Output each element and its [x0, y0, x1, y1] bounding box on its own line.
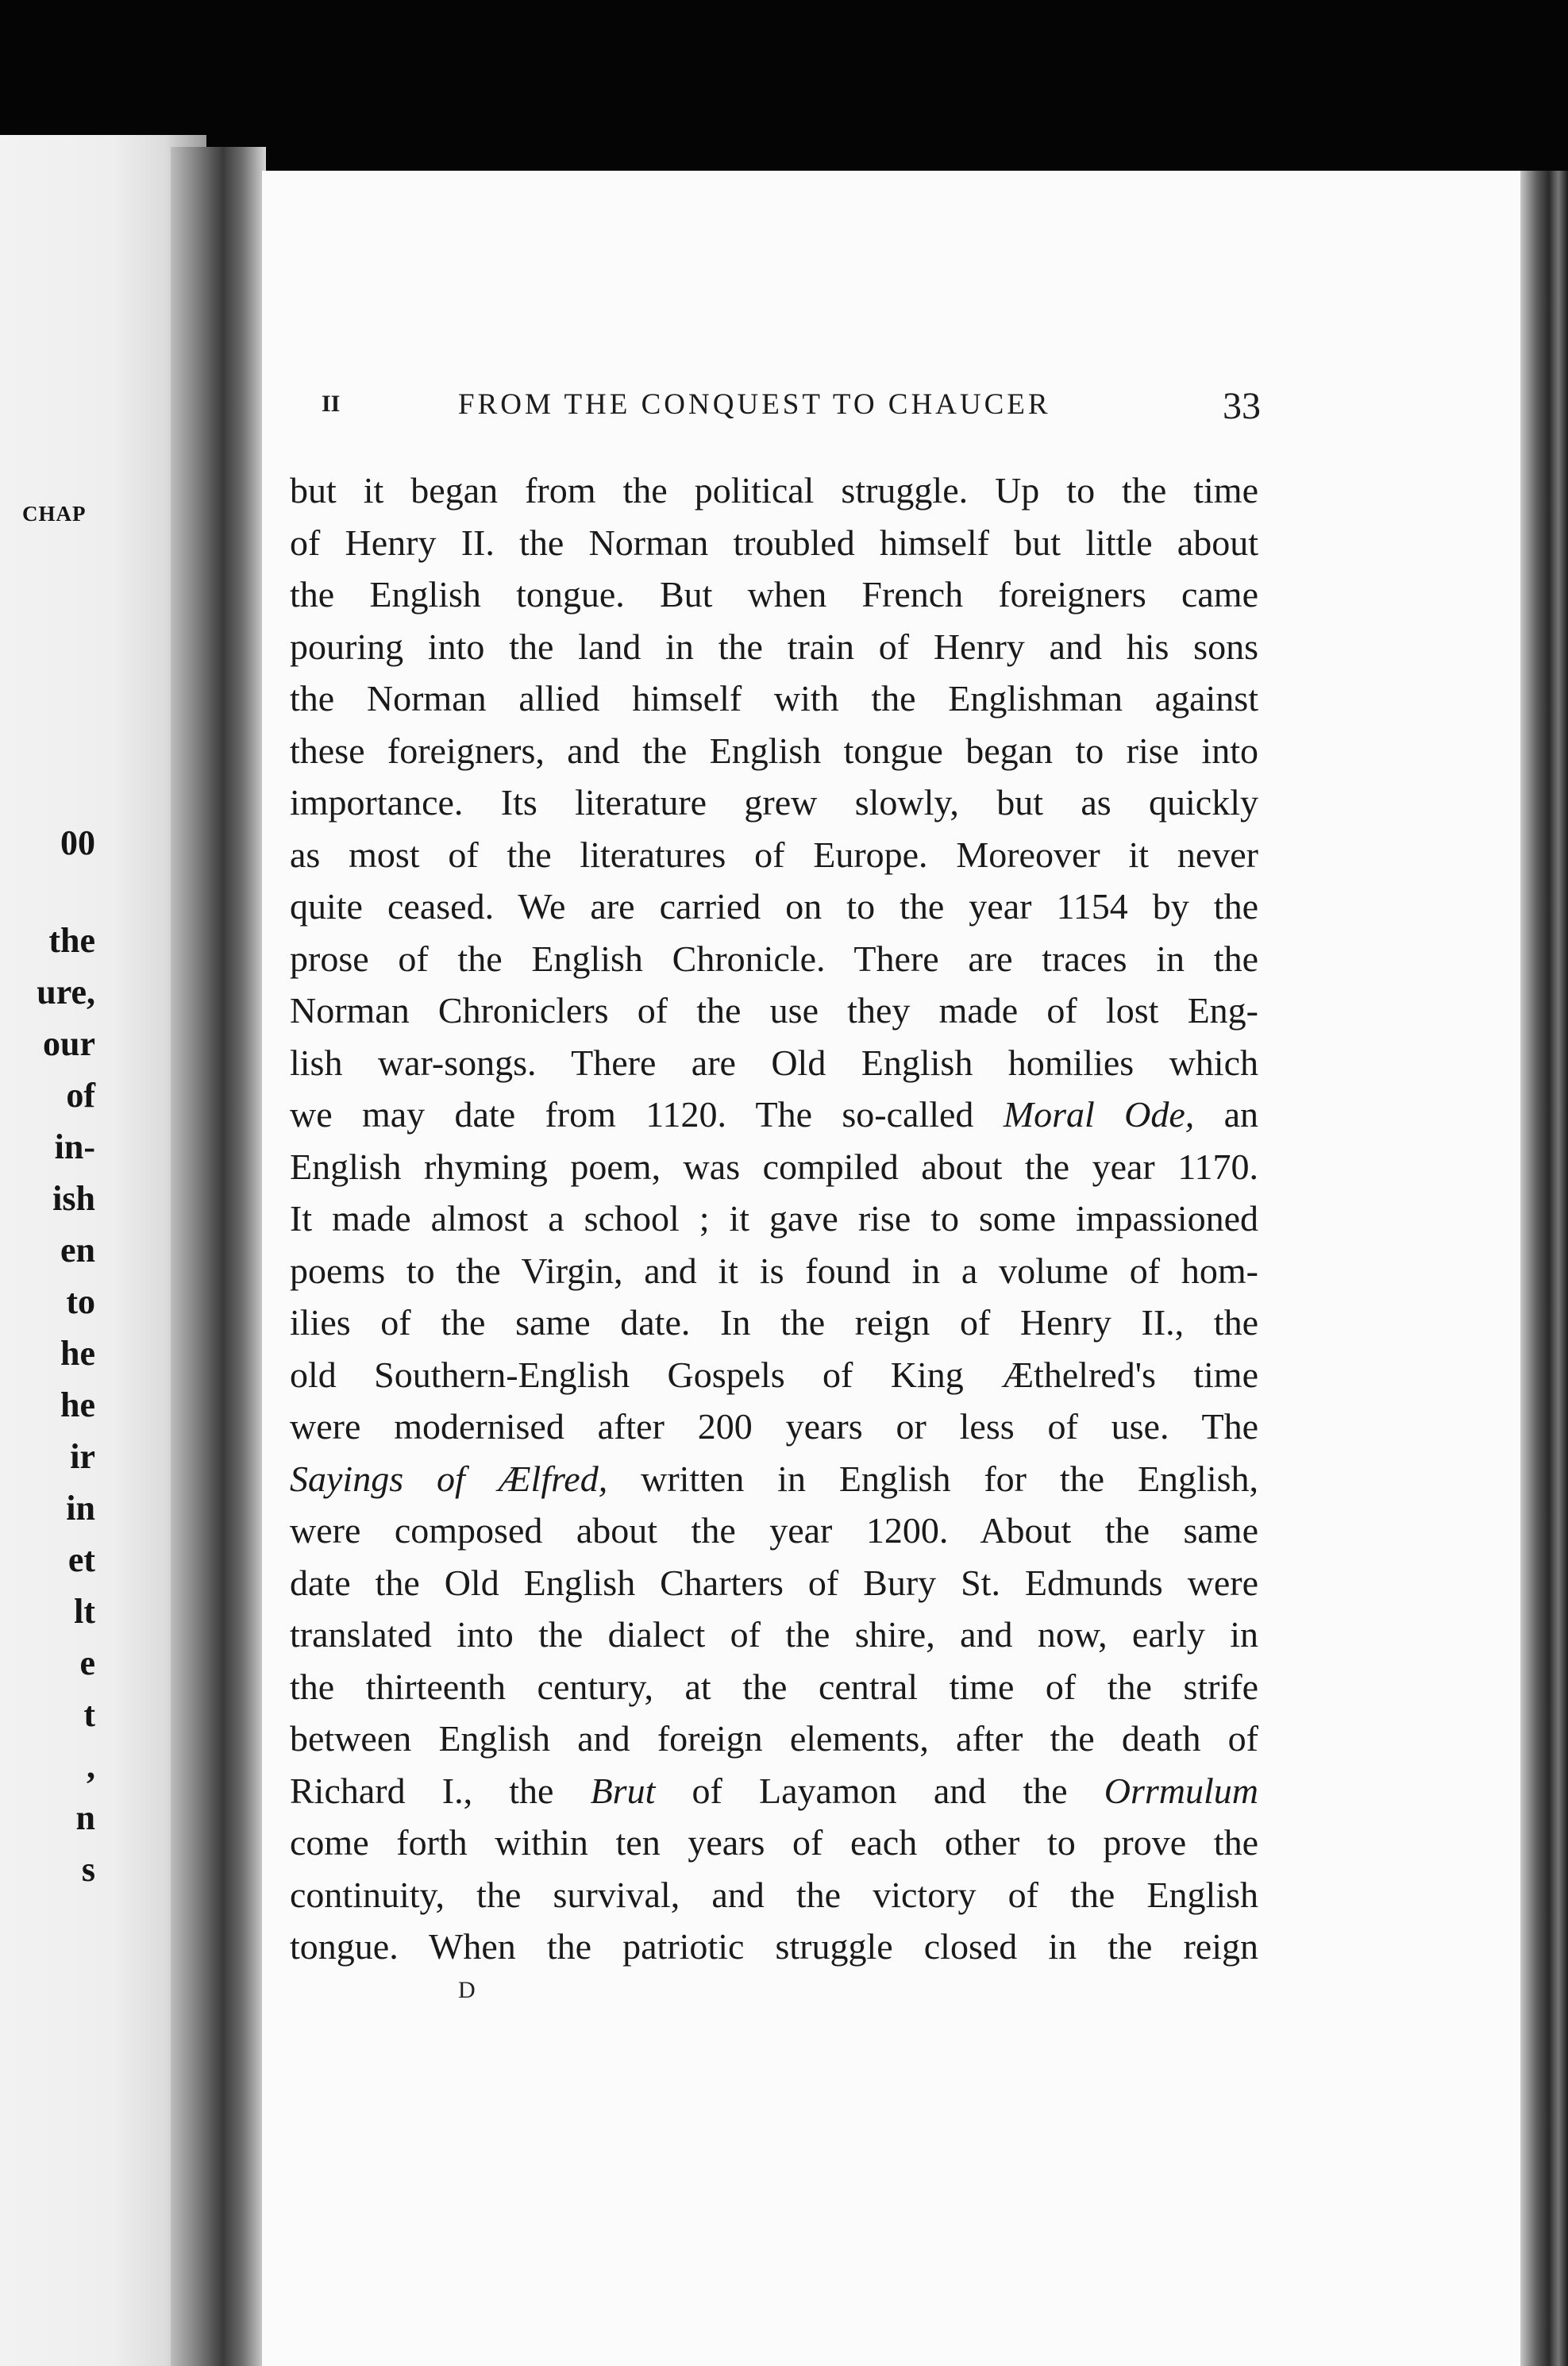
previous-page-line-fragment: , [87, 1747, 95, 1786]
text-line: pouring into the land in the train of Henry and his sons [290, 626, 1258, 667]
book-gutter [171, 147, 266, 2366]
text-line: were modernised after 200 years or less of use. The [290, 1406, 1258, 1447]
previous-page-line-fragment: lt [74, 1592, 95, 1631]
text-line: we may date from 1120. The so-called Moral Ode, an [290, 1094, 1259, 1135]
text-line: importance. Its literature grew slowly, but as quickly [290, 782, 1258, 823]
previous-page-line-fragment: et [67, 1540, 95, 1579]
text-line: English rhyming poem, was compiled about the year 1170. [290, 1146, 1258, 1187]
chapter-numeral: II [322, 391, 341, 417]
page-number: 33 [1223, 385, 1261, 427]
signature-mark: D [458, 1977, 476, 2003]
text-line: date the Old English Charters of Bury St. Edmunds were [290, 1562, 1258, 1603]
text-line: come forth within ten years of each other to prove the [290, 1822, 1258, 1863]
text-line: old Southern-English Gospels of King Æthelred's time [290, 1354, 1258, 1395]
text-line: translated into the dialect of the shire, and now, early in [290, 1614, 1258, 1655]
previous-page-line-fragment: ish [52, 1179, 95, 1218]
text-line: the Norman allied himself with the Englishman against [290, 678, 1258, 719]
previous-page-line-fragment: 00 [60, 823, 95, 862]
body-paragraph [290, 464, 1258, 1973]
previous-page-line-fragment: ir [70, 1437, 95, 1476]
previous-page-line-fragment: en [60, 1231, 95, 1270]
previous-page-line-fragment: he [60, 1385, 95, 1424]
text-line: Norman Chroniclers of the use they made of lost Eng- [290, 990, 1258, 1031]
text-line: continuity, the survival, and the victory of the English [290, 1874, 1258, 1915]
text-line: as most of the literatures of Europe. Moreover it never [290, 834, 1258, 875]
text-line: quite ceased. We are carried on to the year 1154 by the [290, 886, 1258, 927]
text-line: the thirteenth century, at the central time of the strife [290, 1666, 1258, 1707]
text-line: between English and foreign elements, after the death of [290, 1718, 1258, 1759]
previous-page-line-fragment: s [81, 1850, 95, 1889]
text-line: but it began from the political struggle. Up to the time [290, 470, 1258, 511]
previous-page-line-fragment: in- [54, 1127, 95, 1166]
text-line: Sayings of Ælfred, written in English for the English, [290, 1458, 1259, 1499]
previous-page-running-head: CHAP [22, 502, 87, 526]
previous-page-line-fragment: ure, [37, 973, 95, 1012]
text-line: of Henry II. the Norman troubled himself but little about [290, 522, 1258, 563]
text-line: lish war-songs. There are Old English homilies which [290, 1042, 1258, 1083]
previous-page-line-fragment: of [66, 1076, 95, 1115]
text-line: poems to the Virgin, and it is found in a volume of hom- [290, 1250, 1258, 1291]
text-line: prose of the English Chronicle. There are traces in the [290, 938, 1258, 979]
running-head [322, 387, 1274, 435]
previous-page-line-fragment: the [48, 921, 95, 960]
previous-page-line-fragment: t [83, 1695, 95, 1734]
previous-page-line-fragment: e [79, 1643, 95, 1682]
text-line: these foreigners, and the English tongue began to rise into [290, 730, 1258, 771]
text-line: tongue. When the patriotic struggle closed in the reign [290, 1926, 1258, 1967]
previous-page-line-fragment: in [66, 1489, 95, 1528]
text-line: ilies of the same date. In the reign of Henry II., the [290, 1302, 1258, 1343]
running-head-title: FROM THE CONQUEST TO CHAUCER [458, 388, 1051, 421]
previous-page-line-fragment: n [75, 1798, 95, 1837]
text-line: Richard I., the Brut of Layamon and the Orrmulum [290, 1770, 1258, 1811]
text-line: the English tongue. But when French foreigners came [290, 574, 1258, 615]
previous-page-line-fragment: to [66, 1282, 95, 1321]
previous-page-line-fragment: he [60, 1334, 95, 1373]
text-line: It made almost a school ; it gave rise to some impassioned [290, 1198, 1258, 1239]
page-edge-shadow [1520, 171, 1568, 2366]
previous-page-line-fragment: our [43, 1024, 95, 1063]
text-line: were composed about the year 1200. About the same [290, 1510, 1258, 1551]
